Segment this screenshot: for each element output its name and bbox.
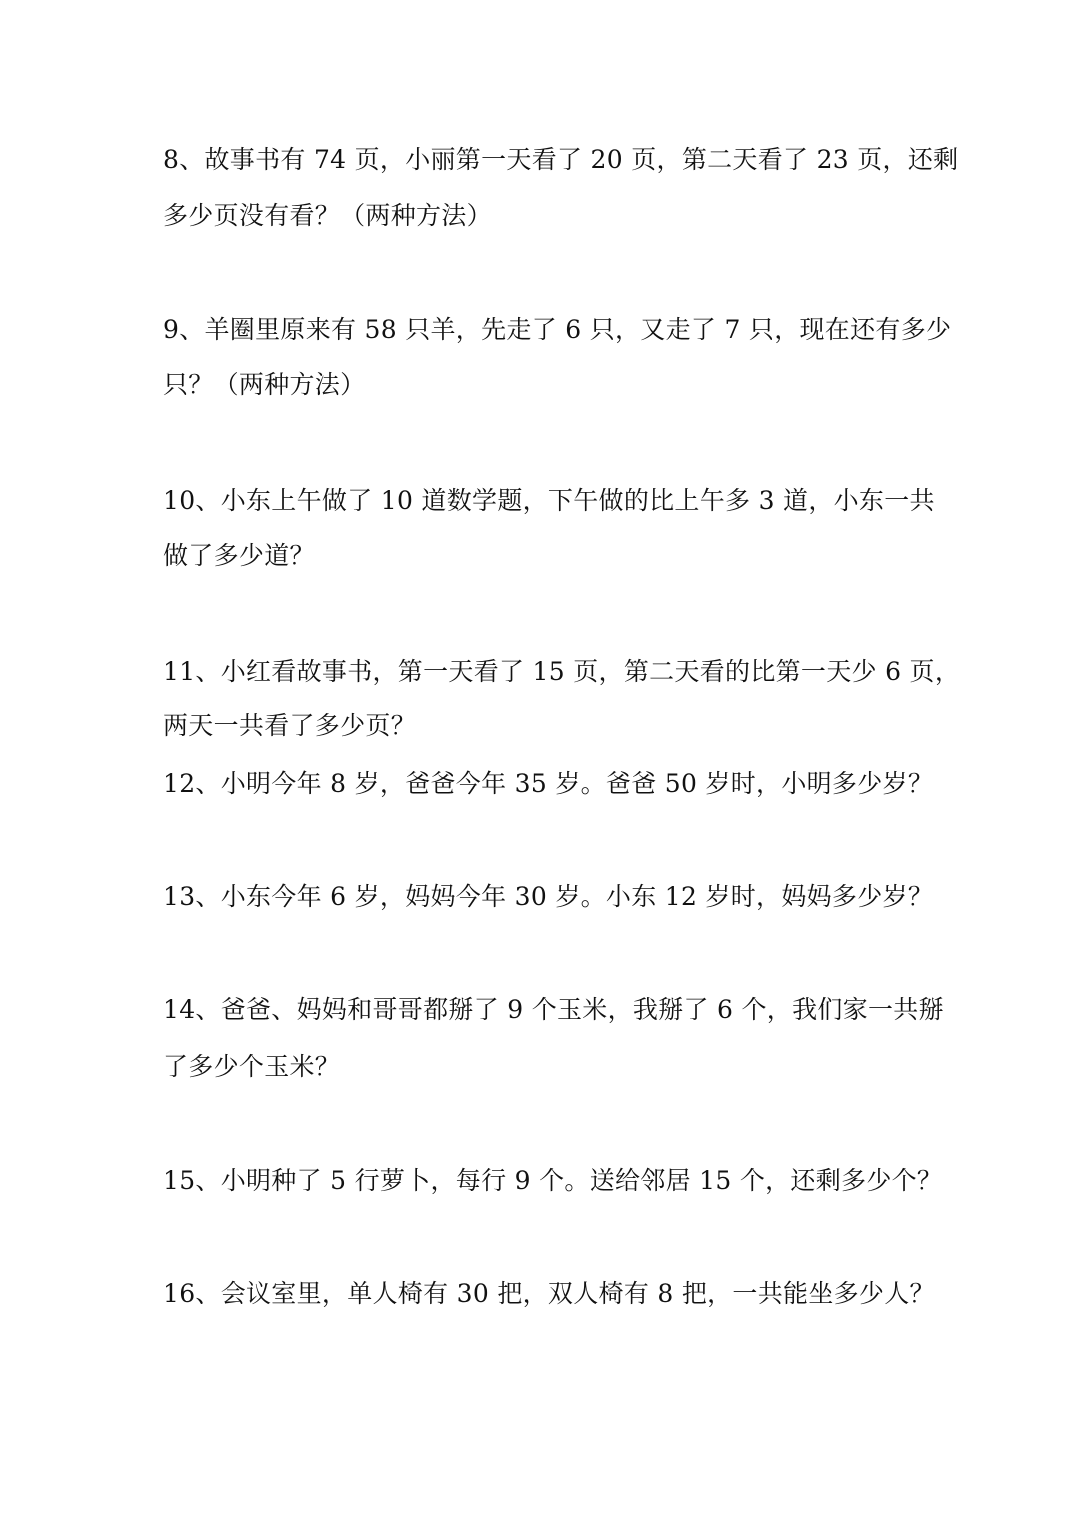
problem-8-line-2: 多少页没有看？（两种方法） — [163, 201, 492, 230]
problem-8-line-1: 8、故事书有 74 页，小丽第一天看了 20 页，第二天看了 23 页，还剩 — [163, 145, 959, 174]
problem-15-line-1: 15、小明种了 5 行萝卜，每行 9 个。送给邻居 15 个，还剩多少个？ — [163, 1166, 943, 1195]
problem-16-line-1: 16、会议室里，单人椅有 30 把，双人椅有 8 把，一共能坐多少人？ — [163, 1279, 935, 1308]
problem-10-line-1: 10、小东上午做了 10 道数学题，下午做的比上午多 3 道，小东一共 — [163, 486, 935, 515]
problem-12-line-1: 12、小明今年 8 岁，爸爸今年 35 岁。爸爸 50 岁时，小明多少岁？ — [163, 769, 934, 798]
problem-9-line-1: 9、羊圈里原来有 58 只羊，先走了 6 只，又走了 7 只，现在还有多少 — [163, 315, 952, 344]
problem-13-line-1: 13、小东今年 6 岁，妈妈今年 30 岁。小东 12 岁时，妈妈多少岁？ — [163, 882, 934, 911]
problem-9-line-2: 只？（两种方法） — [163, 370, 366, 399]
problem-11-line-1: 11、小红看故事书，第一天看了 15 页，第二天看的比第一天少 6 页， — [163, 657, 961, 686]
problem-11-line-2: 两天一共看了多少页？ — [163, 711, 417, 740]
problem-14-line-2: 了多少个玉米？ — [163, 1052, 341, 1081]
problem-10-line-2: 做了多少道？ — [163, 541, 315, 570]
problem-14-line-1: 14、爸爸、妈妈和哥哥都掰了 9 个玉米，我掰了 6 个，我们家一共掰 — [163, 995, 944, 1024]
